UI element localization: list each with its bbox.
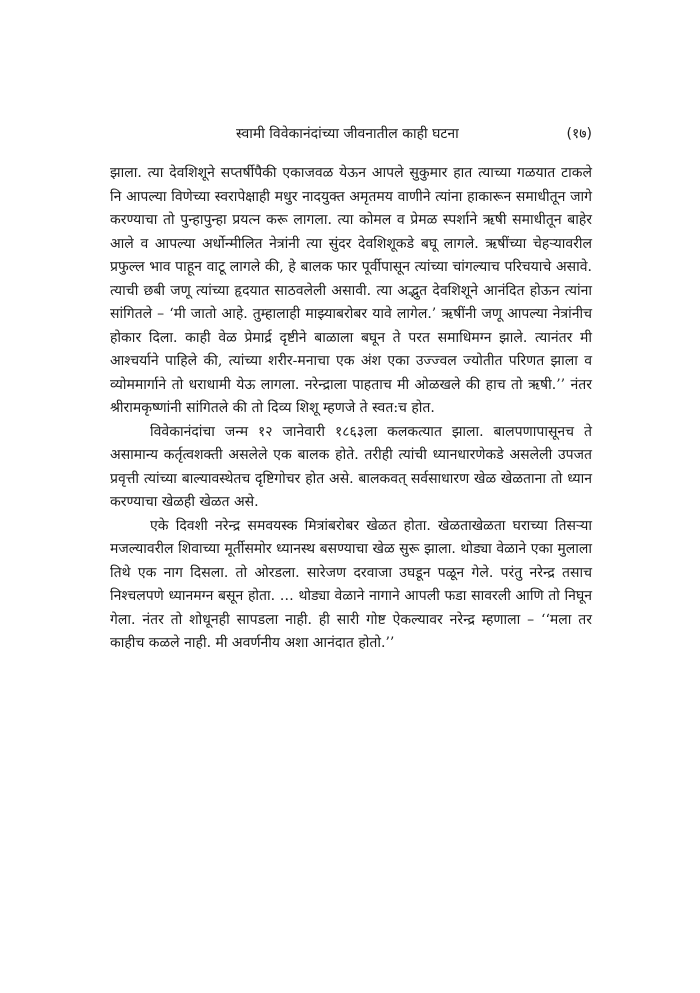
page-number: (१७) <box>566 126 592 142</box>
header-title: स्वामी विवेकानंदांच्या जीवनातील काही घटना <box>236 126 459 142</box>
paragraph-birth: विवेकानंदांचा जन्म १२ जानेवारी १८६३ला कलकत्यात झाला. बालपणापासूनच ते असामान्य कर्तृत्वशक्ती असलेले एक बालक होते. तरीही त्यांची ध्यानधारणेकडे असलेली उपजत प्रवृत्ती त्यांच्या बाल्यावस्थेतच दृष्टिगोचर होत असे. बालकवत् सर्वसाधारण खेळ खेळताना तो ध्यान करण्याचा खेळही खेळत असे. <box>110 423 592 510</box>
running-header <box>108 124 592 148</box>
paragraph-continuation: झाला. त्या देवशिशूने सप्तर्षीपैकी एकाजवळ येऊन आपले सुकुमार हात त्याच्या गळयात टाकले नि आपल्या विणेच्या स्वरापेक्षाही मधुर नादयुक्त अमृतमय वाणीने त्यांना हाकारून समाधीतून जागे करण्याचा तो पुन्हापुन्हा प्रयत्न करू लागला. त्या कोमल व प्रेमळ स्पर्शाने ऋषी समाधीतून बाहेर आले व आपल्या अर्धोन्मीलित नेत्रांनी त्या सुंदर देवशिशूकडे बघू लागले. ऋषींच्या चेहऱ्यावरील प्रफुल्ल भाव पाहून वाटू लागले की, हे बालक फार पूर्वीपासून त्यांच्या चांगल्याच परिचयाचे असावे. त्याची छबी जणू त्यांच्या हृदयात साठवलेली असावी. त्या अद्भुत देवशिशूने आनंदित होऊन त्यांना सांगितले – ‘मी जातो आहे. तुम्हालाही माझ्याबरोबर यावे लागेल.’ ऋषींनी जणू आपल्या नेत्रांनीच होकार दिला. काही वेळ प्रेमार्द्र दृष्टीने बाळाला बघून ते परत समाधिमग्न झाले. त्यानंतर मी आश्चर्याने पाहिले की, त्यांच्या शरीर-मनाचा एक अंश एका उज्ज्वल ज्योतीत परिणत झाला व व्योममार्गाने तो धराधामी येऊ लागला. नरेन्द्राला पाहताच मी ओळखले की हाच तो ऋषी.’’ नंतर श्रीरामकृष्णांनी सांगितले की तो दिव्य शिशू म्हणजे ते स्वत:च होत. <box>110 165 592 416</box>
paragraph-cobra-story: एके दिवशी नरेन्द्र समवयस्क मित्रांबरोबर खेळत होता. खेळताखेळता घराच्या तिसऱ्या मजल्यावरील शिवाच्या मूर्तीसमोर ध्यानस्थ बसण्याचा खेळ सुरू झाला. थोड्या वेळाने एका मुलाला तिथे एक नाग दिसला. तो ओरडला. सारेजण दरवाजा उघडून पळून गेले. परंतु नरेन्द्र तसाच निश्चलपणे ध्यानमग्न बसून होता. … थोड्या वेळाने नागाने आपली फडा सावरली आणि तो निघून गेला. नंतर तो शोधूनही सापडला नाही. ही सारी गोष्ट ऐकल्यावर नरेन्द्र म्हणाला – ‘‘मला तर काहीच कळले नाही. मी अवर्णनीय अशा आनंदात होतो.’’ <box>110 517 592 651</box>
page-body <box>110 162 592 656</box>
